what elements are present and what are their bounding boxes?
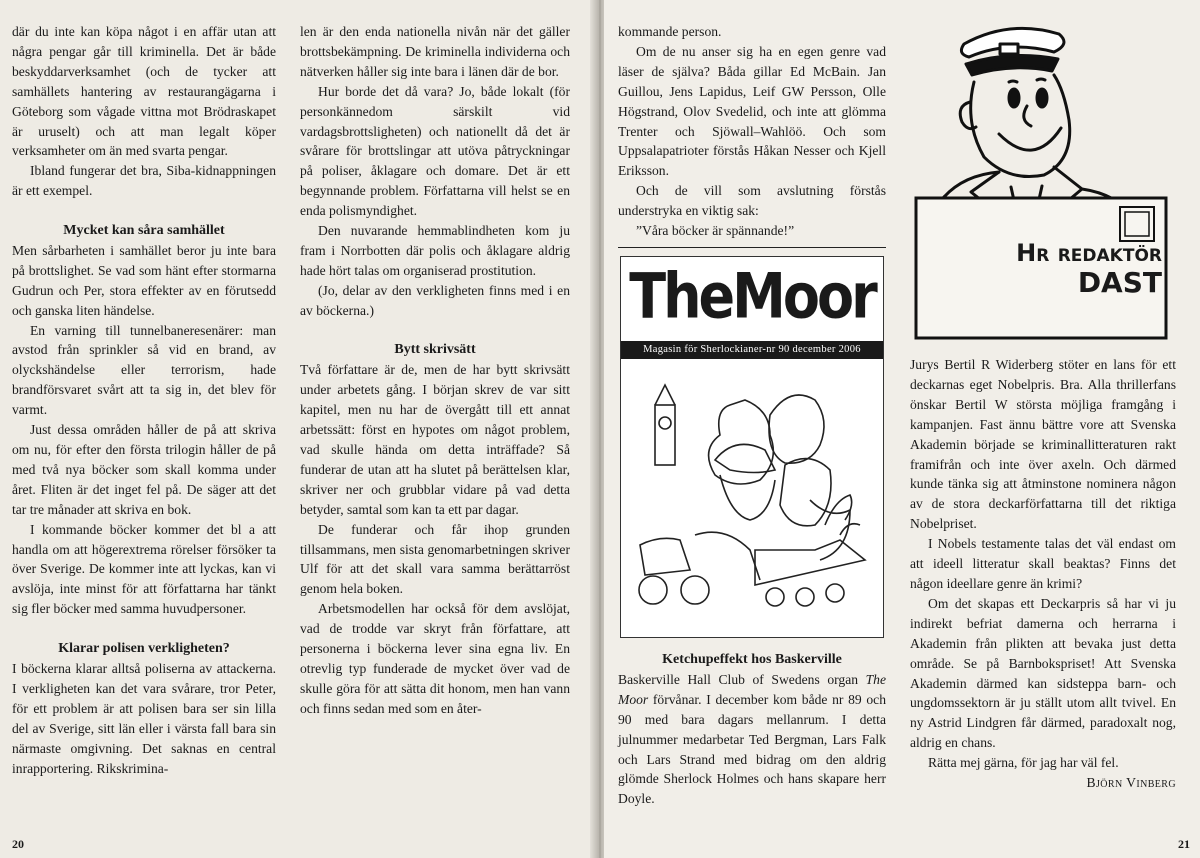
section-heading: Bytt skrivsätt [394, 342, 476, 358]
paragraph: Arbetsmodellen har också för dem avslöjat, vad de trodde var skryt från författare, att personerna i böckerna lever sina egna liv. En otrevlig typ funderade de mycket över vad de skulle göra för att sätta dit honom, men han vann och finns sedan med som en åter- [300, 601, 570, 716]
divider-rule [618, 247, 886, 248]
magazine-title: TheMoor [629, 260, 875, 333]
section-heading: Klarar polisen verkligheten? [58, 641, 230, 657]
paragraph: En varning till tunnelbaneresenärer: man avstod från sprinkler så vid en brand, av olyckshändelse eller terrorism, hade brandförsvaret svårt att ta sig in, det blev för varmt. [12, 322, 276, 418]
paragraph: (Jo, delar av den verkligheten finns med i en av böckerna.) [300, 282, 570, 318]
paragraph-gap [300, 321, 570, 341]
italic-title: The Moor [618, 671, 886, 707]
paragraph: kommande person. [618, 24, 722, 39]
left-page-column-1 [12, 22, 276, 778]
column-header-hr-redaktor-dast [904, 2, 1180, 352]
paragraph: Hur borde det då vara? Jo, både lokalt (för personkännedom särskilt vid vardagsbrottsligheten) och nationellt då det är svårare för brottslingar att utöva påtryckningar på poliser, åklagare och domare. Det är ett begynnande problem. Författarna vill helst se en enda polismyndighet. [300, 83, 570, 219]
column-title [922, 238, 1162, 298]
news-item [618, 650, 886, 809]
paragraph: där du inte kan köpa något i en affär utan att några pengar går till kriminella. Det är både beskyddarverksamhet (och de tycker att samhällets hantering av restaurangägarna i Göteborg som vågade vittna mot Brödraskapet är uruselt) och att man legalt köper verksamheter om än med svarta pengar. [12, 24, 276, 159]
paragraph: I kommande böcker kommer det bl a att handla om att högerextrema rörelser försöker ta över Sverige. De kommer inte att lyckas, kan vi avslöja, inte minst för att författarna har tänkt sig fler böcker med samma huvudpersoner. [12, 521, 276, 617]
paragraph: Ibland fungerar det bra, Siba-kidnappningen är ett exempel. [12, 163, 276, 199]
text-run: Baskerville Hall Club of Swedens organ [618, 671, 866, 687]
sherlock-illustration [635, 375, 869, 625]
paragraph: Om det skapas ett Deckarpris så har vi ju indirekt befriat damerna och herrarna i Akademin från plikten att bevaka just detta område. Se på Barnbokspriset! Att Svenska Akademin därmed kan sidsteppa barn- och ungdomssektorn är ju ställt utom allt tvivel. En ny Astrid Lindgren får därmed, paradoxalt nog, aldrig en chans. [910, 595, 1176, 751]
paragraph: Just dessa områden håller de på att skriva om nu, för efter den första trilogin håller de på med två nya böcker som skall komma under året. Fliten är det inget fel på. De säger att det tar tre månader att skriva en bok. [12, 422, 276, 517]
article-ending [618, 22, 886, 241]
paragraph: Men sårbarheten i samhället beror ju inte bara på brottslighet. Se vad som hänt efter stormarna Gudrun och Per, stora effekter av en förutsedd och ganska liten händelse. [12, 242, 276, 318]
left-page-column-2 [300, 22, 570, 719]
paragraph: len är den enda nationella nivån när det gäller brottsbekämpning. De kriminella individerna och nätverken håller sig inte bara i länen där de bor. [300, 24, 570, 79]
paragraph: Och de vill som avslutning förstås understryka en viktig sak: [618, 183, 886, 219]
paragraph-gap [12, 619, 276, 639]
paragraph: I böckerna klarar alltså poliserna av attackerna. I verkligheten kan det vara svårare, tror Peter, för ett problem är att polisen bara ser sin lilla del av Sverige, sitt län eller i värsta fall bara sin närmaste omgivning. Det saknas en central inrapportering. Rikskrimina- [12, 660, 276, 776]
mailman-cartoon-icon [904, 2, 1180, 352]
left-page [0, 0, 596, 858]
column-title-line2: DAST [1077, 266, 1162, 299]
right-page-column-2 [910, 355, 1176, 793]
paragraph: Jurys Bertil R Widerberg stöter en lans för ett deckarnas eget Nobelpris. Bra. Alla thrillerfans önskar Bertil W största möjliga framgång i kampanjen. Fast ännu bättre vore att Svenska Akademin började se kriminallitteraturen rakt framifrån och inte över axeln. Och därmed kunde tänka sig att åtminstone nominera någon av de stora deckarförfattarna till det riktiga Nobelpriset. [910, 357, 1176, 532]
section-heading: Mycket kan såra samhället [63, 223, 225, 239]
paragraph: ”Våra böcker är spännande!” [636, 223, 795, 239]
paragraph: I Nobels testamente talas det väl endast om att ideell litteratur skall beaktas? Finns det någon ideellare genre än krimi? [910, 536, 1176, 591]
magazine-subtitle: Magasin för Sherlockianer-nr 90 december 2006 [621, 341, 883, 359]
magazine-cover-image [620, 256, 884, 638]
paragraph: Rätta mej gärna, för jag har väl fel. [928, 755, 1119, 771]
paragraph: De funderar och får ihop grunden tillsammans, men sista genomarbetningen skriver Ulf för att det skall vara samma berättarröst genom hela boken. [300, 521, 570, 597]
column-title-line1: Hr redaktör [1016, 239, 1162, 267]
paragraph [618, 670, 886, 809]
paragraph: Den nuvarande hemmablindheten kom ju fram i Norrbotten där polis och åklagare aldrig hade hört talas om organiserad prostitution. [300, 223, 570, 278]
right-page-column-1 [618, 22, 886, 809]
paragraph: Två författare är de, men de har bytt skrivsätt under arbetets gång. I början skrev de var sitt kapitel, men nu har de övergått till ett annat arbetssätt: först en hypotes om något problem, vad skulle hända om detta inträffade? Så funderar de utan att ha slutet på berättelsen klar, skriver ner och grubblar vidare på vad detta betyder, samtal som kan ta ett par dagar. [300, 362, 570, 517]
right-page [604, 0, 1200, 858]
paragraph-gap [12, 201, 276, 221]
author-signature: Björn Vinberg [1086, 775, 1176, 791]
page-number-left: 20 [12, 837, 24, 851]
text-run: förvånar. I december kom både nr 89 och 90 med bara dagars mellanrum. I detta julnummer medarbetar Ted Bergman, Lars Falk och Lars Strand med bidrag om den aldrig glömde Sherlock Holmes och hans skapare herr Doyle. [618, 691, 886, 807]
paragraph: Om de nu anser sig ha en egen genre vad läser de själva? Båda gillar Ed McBain. Jan Guillou, Jens Lapidus, Leif GW Persson, Olle Högstrand, Olov Svedelid, och inte att glömma Trenter och Sjöwall–Wahlöö. Och som Uppsalapatrioter förstås Håkan Nesser och Kjell Eriksson. [618, 43, 886, 179]
section-heading: Ketchupeffekt hos Baskerville [662, 651, 842, 667]
page-number-right: 21 [1178, 837, 1190, 851]
